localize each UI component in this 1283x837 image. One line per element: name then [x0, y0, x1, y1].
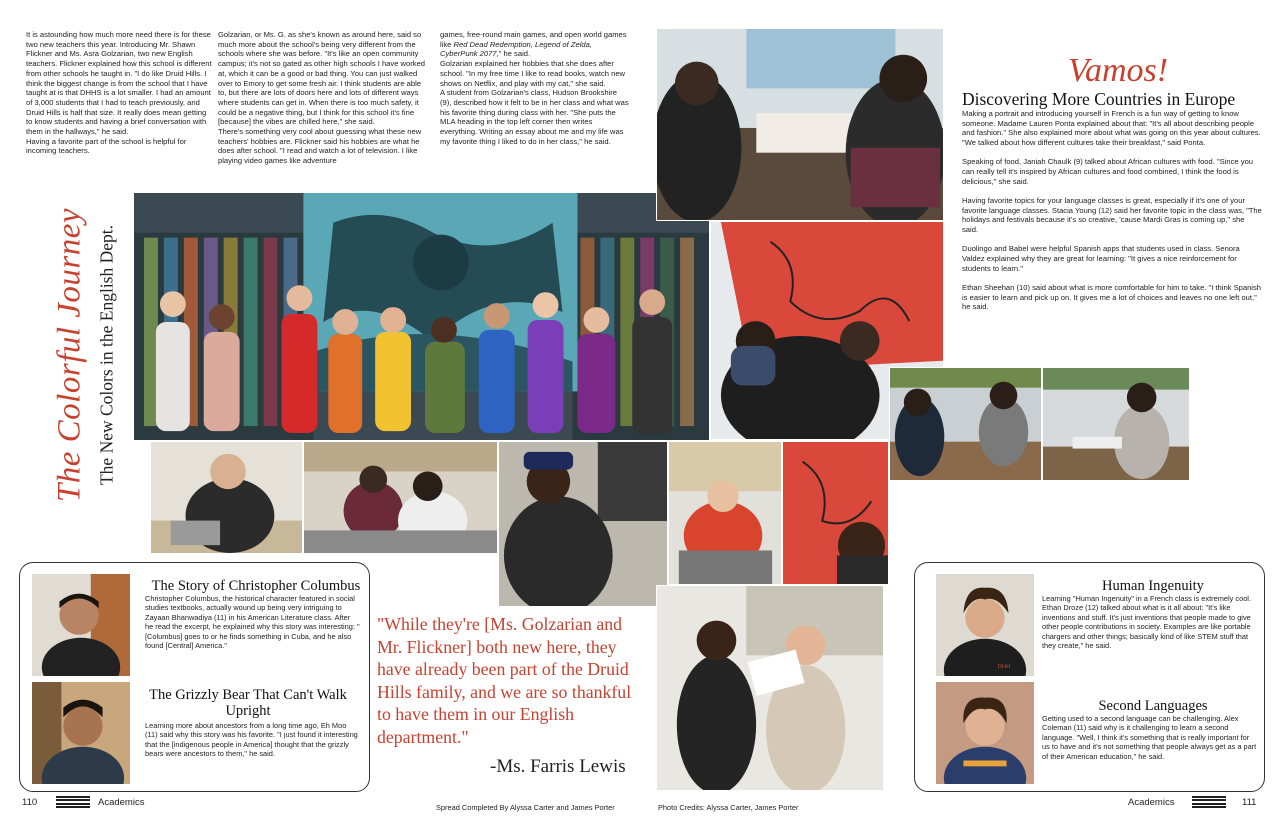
grizzly-story-text: Learning more about ancestors from a long time ago, Eh Moo (11) said why this story was his favorite. "I just found it interesting that the [indigenous people in America] thought that the grizzly bears were ancestors to them," he said.	[145, 721, 358, 759]
spread-credit: Spread Completed By Alyssa Carter and James Porter	[436, 803, 615, 812]
student-drawing-photo	[782, 441, 889, 585]
classroom-computers-photo	[303, 441, 498, 554]
columbus-story-text: Christopher Columbus, the historical character featured in social studies textbooks, actually wound up being very intriguing to Zayaan Bhanwadiya (11) in his American Literature class. After he read the excerpt, he explained why this story was interesting: "[Columbus] goes to or he finds something in Cuba, and he also found [Central] America."	[145, 594, 360, 651]
teachers-group-photo	[133, 192, 710, 441]
paragraph: Duolingo and Babel were helpful Spanish apps that students used in class. Senora Valdez explained why they are great for learning: "It gives a nice reinforcement for students to learn."	[962, 244, 1240, 273]
paragraph: A student from Golzarian's class, Hudson Brookshire (9), described how it felt to be in her class and what was his favorite thing during class with her. "She puts the MLA heading in the top left corner then writes everything. Writing an essay about me and my life was my favorite thing I liked to do in her class," he said.	[440, 88, 629, 146]
grizzly-story-title: The Grizzly Bear That Can't Walk Upright	[149, 687, 347, 719]
script-title: The Colorful Journey	[51, 207, 88, 503]
quote-attribution: -Ms. Farris Lewis	[490, 756, 626, 777]
left-page-number: 110	[22, 797, 38, 808]
text-run: games, free-round main games, and open world games like	[440, 30, 627, 49]
right-page-number: 111	[1242, 797, 1257, 808]
ingenuity-story-text: Learning "Human Ingenuity" in a French class is extremely cool. Ethan Droze (12) talked about what is it all about: "It's like inventions and stuff. It's just inventions that people made to give other people contributions in society. Examples are like portable chargers and other things; basically kind of like STEM stuff that they create," he said.	[1042, 594, 1251, 651]
text-run: " he said.	[498, 49, 531, 59]
students-desks-photo	[889, 367, 1042, 481]
flag-stripes-icon	[56, 796, 90, 810]
shirt-logo: DHH	[997, 664, 1011, 671]
right-section-label: Academics	[1128, 797, 1175, 808]
students-paper-photo	[656, 585, 884, 791]
article-column-1	[26, 30, 214, 156]
article-column-2	[218, 30, 428, 166]
subtitle: The New Colors in the English Dept.	[96, 224, 117, 486]
teacher-quote: "While they're [Ms. Golzarian and Mr. Flickner] both new here, they have already been part of the Druid Hills family, and we are so thankful to have them in our English department."	[377, 614, 632, 747]
language-stories-box	[914, 562, 1265, 792]
europe-title: Discovering More Countries in Europe	[962, 89, 1236, 109]
article-column-3	[440, 30, 630, 146]
paragraph: Ethan Sheehan (10) said about what is more comfortable for him to take. "I think Spanish is easier to learn and pick up on. It gives me a lot of choices and leaves no one left out," he said.	[962, 282, 1262, 312]
student-portrait-photo	[31, 573, 131, 677]
paragraph: It is astounding how much more need there is for these two new teachers this year. Introducing Mr. Shawn Flickner and Ms. Asra Golzarian, two new English teachers. Flickner explained how this school is different from other schools he taught in. "I do like Druid Hills. I think the biggest change is from the school that I have taught at is that DHHS is a lot smaller. I had an amount of 3,000 students that I had to teach previously, and Druid Hills is half that size. It really does mean getting to know students and having a brief conversation with them in the hallways," he said.	[26, 30, 212, 137]
vamos-script-title: Vamos!	[1068, 52, 1169, 89]
paragraph: Speaking of food, Janiah Chaulk (9) talked about African cultures with food. "Since you can really tell it's inspired by African cultures and food combined, I think the food is delicious," she said.	[962, 157, 1254, 186]
student-seated-photo	[498, 441, 668, 607]
second-languages-title: Second Languages	[1098, 698, 1208, 714]
paragraph: Golzarian, or Ms. G. as she's known as around here, said so much more about the school's being very different from the schools where she was before. "It's like an open community campus; it's not so gated as other high schools I have worked at, which it can be a good or bad thing. You can just walked over to Emory to get some fresh air. I think students are able to, but there are lots of doors here and lots of different ways where students can get in. When there is too much safety, it could be a negative thing, but I think for this school it's fine [because] the vibes are chilled here," she said.	[218, 30, 426, 127]
paragraph	[440, 30, 630, 59]
paragraph: Golzarian explained her hobbies that she does after school. "In my free time I like to read books, watch new shows on Netflix, and play with my cat," she said.	[440, 59, 626, 88]
paragraph: Having a favorite part of the school is helpful for incoming teachers.	[26, 136, 187, 156]
right-article	[962, 109, 1262, 321]
ingenuity-story-title: Human Ingenuity	[1102, 578, 1204, 594]
paragraph: Making a portrait and introducing yourself in French is a fun way of getting to know someone. Madame Lauren Ponta explained about that: "It's all about describing people and fashion." She also explained more about what was going on this year about cultures. "We talked about how different cultures take their breakfast," said Ponta.	[962, 109, 1261, 148]
left-section-label: Academics	[98, 797, 145, 808]
game-titles: Red Dead Redemption, Legend of Zelda, CyberPunk 2077,	[440, 39, 592, 59]
student-portrait-photo	[935, 573, 1035, 677]
paragraph: Having favorite topics for your language classes is great, especially if it's one of your favorite language classes. Stacia Young (12) said her favorite topic in the class was, "The holidays and festivals because it's so creative, 'cause Mardi Gras is coming up," she said.	[962, 195, 1262, 235]
english-stories-box	[19, 562, 370, 792]
paragraph: There's something very cool about guessing what these new teachers' hobbies are. Flickner said his hobbies are what he does after school. "I read and watch a lot of television. I like playing video games like adventure	[218, 127, 422, 166]
student-laptop-photo	[150, 441, 303, 554]
second-languages-text: Getting used to a second language can be challenging. Alex Coleman (11) said why is it challenging to learn a second language. "Well, I think it's something that is really important for us to have and it's not something that people always get as a part of their American education," he said.	[1042, 714, 1257, 761]
teacher-laptop-photo	[668, 441, 782, 585]
student-desk-photo	[1042, 367, 1190, 481]
photo-credit: Photo Credits: Alyssa Carter, James Porter	[658, 803, 799, 812]
flag-stripes-icon	[1192, 796, 1226, 810]
columbus-story-title: The Story of Christopher Columbus	[151, 578, 361, 594]
student-portrait-photo	[31, 681, 131, 785]
students-table-photo	[656, 28, 944, 221]
student-portrait-photo	[935, 681, 1035, 785]
